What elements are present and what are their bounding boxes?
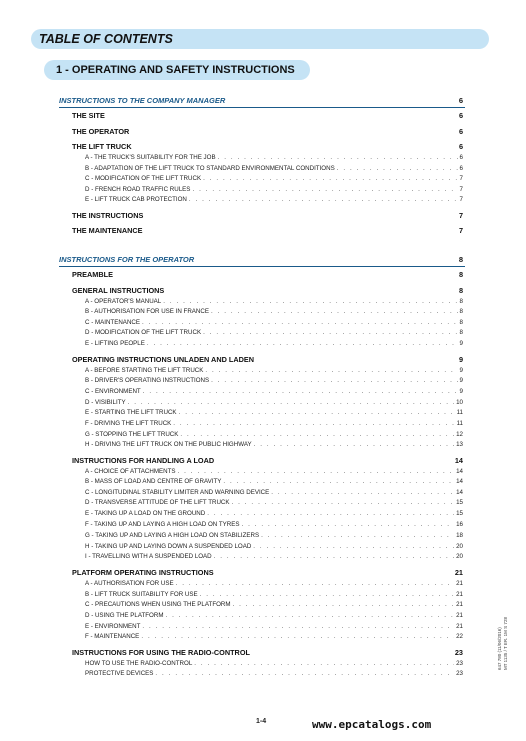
dot-leader bbox=[147, 339, 458, 348]
toc-page-number: 7 bbox=[459, 175, 463, 182]
toc-entry-title: B - DRIVER'S OPERATING INSTRUCTIONS bbox=[85, 377, 210, 384]
dot-leader bbox=[211, 307, 458, 316]
dot-leader bbox=[192, 185, 457, 194]
toc-entry-title: C - PRECAUTIONS WHEN USING THE PLATFORM bbox=[85, 601, 231, 608]
toc-page-number: 12 bbox=[456, 431, 463, 438]
dot-leader bbox=[142, 622, 454, 631]
toc-entry bbox=[85, 297, 463, 306]
dot-leader bbox=[242, 520, 455, 529]
toc-entry-title: C - LONGITUDINAL STABILITY LIMITER AND WARNING DEVICE bbox=[85, 489, 270, 496]
toc-heading bbox=[72, 142, 463, 152]
toc-entry bbox=[85, 467, 463, 476]
toc-entry bbox=[85, 174, 463, 183]
toc-entry bbox=[85, 419, 463, 428]
toc-page-number: 14 bbox=[456, 489, 463, 496]
toc-heading-title: PLATFORM OPERATING INSTRUCTIONS bbox=[72, 568, 214, 577]
toc-entry bbox=[85, 669, 463, 678]
toc-page-number: 9 bbox=[459, 340, 463, 347]
toc-page-number: 21 bbox=[454, 568, 463, 577]
toc-page-number: 6 bbox=[458, 111, 463, 120]
toc-page-number: 18 bbox=[456, 532, 463, 539]
toc-heading bbox=[72, 270, 463, 280]
dot-leader bbox=[179, 408, 455, 417]
toc-entry-title: C - ENVIRONMENT bbox=[85, 388, 141, 395]
toc-page-number: 23 bbox=[456, 670, 463, 677]
dot-leader bbox=[142, 318, 458, 327]
toc-entry-title: D - USING THE PLATFORM bbox=[85, 612, 164, 619]
dot-leader bbox=[223, 477, 454, 486]
toc-page-number: 9 bbox=[458, 355, 463, 364]
document-reference-code bbox=[497, 610, 523, 670]
toc-entry bbox=[85, 659, 463, 668]
toc-entry bbox=[85, 477, 463, 486]
toc-entry-title: B - AUTHORISATION FOR USE IN FRANCE bbox=[85, 308, 209, 315]
toc-heading bbox=[72, 568, 463, 578]
toc-entry-title: B - ADAPTATION OF THE LIFT TRUCK TO STANDARD ENVIRONMENTAL CONDITIONS bbox=[85, 165, 335, 172]
toc-page-number: 7 bbox=[458, 226, 463, 235]
toc-page-number: 21 bbox=[456, 580, 463, 587]
page-number: 1-4 bbox=[256, 718, 267, 725]
toc-page-number: 8 bbox=[459, 308, 463, 315]
dot-leader bbox=[200, 590, 454, 599]
toc-section-title: INSTRUCTIONS FOR THE OPERATOR bbox=[59, 255, 195, 264]
dot-leader bbox=[163, 297, 457, 306]
toc-page-number: 7 bbox=[458, 211, 463, 220]
toc-entry bbox=[85, 542, 463, 551]
toc-heading bbox=[72, 648, 463, 658]
dot-leader bbox=[189, 195, 458, 204]
toc-entry bbox=[85, 440, 463, 449]
dot-leader bbox=[194, 659, 454, 668]
toc-heading bbox=[72, 127, 463, 137]
toc-section-heading bbox=[59, 254, 465, 267]
toc-entry bbox=[85, 488, 463, 497]
toc-entry bbox=[85, 552, 463, 561]
toc-heading-title: INSTRUCTIONS FOR HANDLING A LOAD bbox=[72, 456, 215, 465]
toc-entry bbox=[85, 185, 463, 194]
toc-entry-title: D - VISIBILITY bbox=[85, 399, 126, 406]
dot-leader bbox=[253, 542, 454, 551]
dot-leader bbox=[176, 579, 455, 588]
toc-page-number: 20 bbox=[456, 553, 463, 560]
toc-entry bbox=[85, 328, 463, 337]
toc-entry bbox=[85, 153, 463, 162]
toc-entry-title: B - MASS OF LOAD AND CENTRE OF GRAVITY bbox=[85, 478, 222, 485]
toc-page-number: 21 bbox=[456, 601, 463, 608]
toc-page-number: 8 bbox=[459, 298, 463, 305]
toc-entry-title: A - AUTHORISATION FOR USE bbox=[85, 580, 174, 587]
toc-page-number: 8 bbox=[458, 286, 463, 295]
toc-page-number: 9 bbox=[459, 377, 463, 384]
toc-entry-title: A - CHOICE OF ATTACHMENTS bbox=[85, 468, 176, 475]
toc-page-number: 11 bbox=[456, 409, 463, 416]
toc-page-number: 11 bbox=[456, 420, 463, 427]
dot-leader bbox=[233, 600, 455, 609]
dot-leader bbox=[180, 430, 454, 439]
toc-page-number: 8 bbox=[458, 255, 463, 264]
toc-heading bbox=[72, 355, 463, 365]
toc-entry-title: E - ENVIRONMENT bbox=[85, 623, 141, 630]
toc-entry-title: H - TAKING UP AND LAYING DOWN A SUSPENDED LOAD bbox=[85, 543, 252, 550]
dot-leader bbox=[261, 531, 454, 540]
toc-entry bbox=[85, 611, 463, 620]
dot-leader bbox=[211, 376, 457, 385]
toc-entry-title: A - OPERATOR'S MANUAL bbox=[85, 298, 162, 305]
toc-section-heading bbox=[59, 95, 465, 108]
toc-entry bbox=[85, 376, 463, 385]
toc-entry bbox=[85, 509, 463, 518]
dot-leader bbox=[173, 419, 454, 428]
toc-page-number: 6 bbox=[458, 96, 463, 105]
reference-line-1: 647 780 (11/06/2016) bbox=[497, 627, 502, 670]
toc-heading bbox=[72, 111, 463, 121]
toc-entry-title: E - LIFTING PEOPLE bbox=[85, 340, 145, 347]
toc-entry-title: C - MAINTENANCE bbox=[85, 319, 141, 326]
dot-leader bbox=[232, 498, 455, 507]
toc-page-number: 6 bbox=[458, 142, 463, 151]
dot-leader bbox=[203, 174, 457, 183]
toc-entry bbox=[85, 318, 463, 327]
toc-entry bbox=[85, 600, 463, 609]
toc-page-number: 14 bbox=[454, 456, 463, 465]
dot-leader bbox=[205, 366, 457, 375]
toc-heading-title: GENERAL INSTRUCTIONS bbox=[72, 286, 165, 295]
toc-page-number: 8 bbox=[459, 319, 463, 326]
toc-page-number: 9 bbox=[459, 388, 463, 395]
toc-page-number: 14 bbox=[456, 478, 463, 485]
toc-heading-title: THE INSTRUCTIONS bbox=[72, 211, 144, 220]
toc-page-number: 6 bbox=[458, 127, 463, 136]
toc-page-number: 6 bbox=[459, 154, 463, 161]
toc-page-number: 16 bbox=[456, 521, 463, 528]
toc-entry-title: B - LIFT TRUCK SUITABILITY FOR USE bbox=[85, 591, 198, 598]
toc-page-number: 7 bbox=[459, 186, 463, 193]
dot-leader bbox=[141, 632, 454, 641]
toc-heading-title: THE OPERATOR bbox=[72, 127, 130, 136]
toc-entry bbox=[85, 387, 463, 396]
toc-entry-title: A - THE TRUCK'S SUITABILITY FOR THE JOB bbox=[85, 154, 216, 161]
toc-entry-title: G - STOPPING THE LIFT TRUCK bbox=[85, 431, 179, 438]
toc-entry bbox=[85, 498, 463, 507]
dot-leader bbox=[178, 467, 455, 476]
toc-entry bbox=[85, 398, 463, 407]
toc-entry bbox=[85, 164, 463, 173]
chapter-title: 1 - OPERATING AND SAFETY INSTRUCTIONS bbox=[56, 64, 295, 76]
toc-page-number: 13 bbox=[456, 441, 463, 448]
toc-heading bbox=[72, 286, 463, 296]
toc-entry-title: I - TRAVELLING WITH A SUSPENDED LOAD bbox=[85, 553, 212, 560]
toc-entry bbox=[85, 366, 463, 375]
toc-page-number: 15 bbox=[456, 499, 463, 506]
toc-page-number: 21 bbox=[456, 591, 463, 598]
toc-page-number: 14 bbox=[456, 468, 463, 475]
toc-entry-title: G - TAKING UP AND LAYING A HIGH LOAD ON STABILIZERS bbox=[85, 532, 260, 539]
toc-heading-title: THE SITE bbox=[72, 111, 105, 120]
dot-leader bbox=[207, 509, 454, 518]
watermark: www.epcatalogs.com bbox=[312, 718, 432, 731]
dot-leader bbox=[203, 328, 457, 337]
toc-entry-title: F - TAKING UP AND LAYING A HIGH LOAD ON TYRES bbox=[85, 521, 240, 528]
dot-leader bbox=[143, 387, 458, 396]
toc-entry bbox=[85, 520, 463, 529]
dot-leader bbox=[271, 488, 454, 497]
toc-entry bbox=[85, 632, 463, 641]
toc-entry bbox=[85, 408, 463, 417]
toc-entry-title: H - DRIVING THE LIFT TRUCK ON THE PUBLIC HIGHWAY bbox=[85, 441, 252, 448]
toc-page-number: 23 bbox=[456, 660, 463, 667]
toc-heading-title: INSTRUCTIONS FOR USING THE RADIO-CONTROL bbox=[72, 648, 250, 657]
dot-leader bbox=[128, 398, 455, 407]
toc-entry bbox=[85, 590, 463, 599]
toc-entry bbox=[85, 195, 463, 204]
toc-page-number: 21 bbox=[456, 623, 463, 630]
toc-entry bbox=[85, 531, 463, 540]
dot-leader bbox=[214, 552, 454, 561]
reference-line-2: MT 1135 / T ER. 1M S 728 bbox=[503, 617, 508, 670]
dot-leader bbox=[337, 164, 458, 173]
toc-entry-title: D - MODIFICATION OF THE LIFT TRUCK bbox=[85, 329, 202, 336]
toc-heading-title: THE LIFT TRUCK bbox=[72, 142, 132, 151]
toc-heading bbox=[72, 456, 463, 466]
toc-entry-title: E - LIFT TRUCK CAB PROTECTION bbox=[85, 196, 187, 203]
toc-entry bbox=[85, 307, 463, 316]
toc-entry bbox=[85, 430, 463, 439]
toc-heading-title: PREAMBLE bbox=[72, 270, 113, 279]
dot-leader bbox=[166, 611, 455, 620]
toc-entry-title: E - TAKING UP A LOAD ON THE GROUND bbox=[85, 510, 206, 517]
toc-heading bbox=[72, 211, 463, 221]
toc-page-number: 7 bbox=[459, 196, 463, 203]
toc-page-number: 20 bbox=[456, 543, 463, 550]
toc-entry-title: A - BEFORE STARTING THE LIFT TRUCK bbox=[85, 367, 204, 374]
toc-entry-title: F - MAINTENANCE bbox=[85, 633, 140, 640]
toc-page-number: 9 bbox=[459, 367, 463, 374]
toc-page-number: 15 bbox=[456, 510, 463, 517]
toc-entry-title: C - MODIFICATION OF THE LIFT TRUCK bbox=[85, 175, 202, 182]
toc-heading bbox=[72, 226, 463, 236]
toc-page-number: 8 bbox=[459, 329, 463, 336]
toc-page-number: 23 bbox=[454, 648, 463, 657]
toc-entry-title: D - FRENCH ROAD TRAFFIC RULES bbox=[85, 186, 191, 193]
toc-section-title: INSTRUCTIONS TO THE COMPANY MANAGER bbox=[59, 96, 226, 105]
toc-entry-title: E - STARTING THE LIFT TRUCK bbox=[85, 409, 177, 416]
toc-entry-title: D - TRANSVERSE ATTITUDE OF THE LIFT TRUCK bbox=[85, 499, 230, 506]
dot-leader bbox=[218, 153, 458, 162]
toc-page-number: 8 bbox=[458, 270, 463, 279]
toc-page-number: 22 bbox=[456, 633, 463, 640]
toc-entry-title: HOW TO USE THE RADIO-CONTROL bbox=[85, 660, 193, 667]
toc-entry bbox=[85, 622, 463, 631]
toc-heading-title: OPERATING INSTRUCTIONS UNLADEN AND LADEN bbox=[72, 355, 255, 364]
toc-page-number: 21 bbox=[456, 612, 463, 619]
dot-leader bbox=[155, 669, 454, 678]
toc-entry-title: F - DRIVING THE LIFT TRUCK bbox=[85, 420, 172, 427]
toc-title: TABLE OF CONTENTS bbox=[39, 32, 173, 46]
toc-page-number: 6 bbox=[459, 165, 463, 172]
toc-entry bbox=[85, 579, 463, 588]
toc-page-number: 10 bbox=[456, 399, 463, 406]
toc-entry bbox=[85, 339, 463, 348]
toc-heading-title: THE MAINTENANCE bbox=[72, 226, 143, 235]
dot-leader bbox=[254, 440, 454, 449]
toc-entry-title: PROTECTIVE DEVICES bbox=[85, 670, 154, 677]
